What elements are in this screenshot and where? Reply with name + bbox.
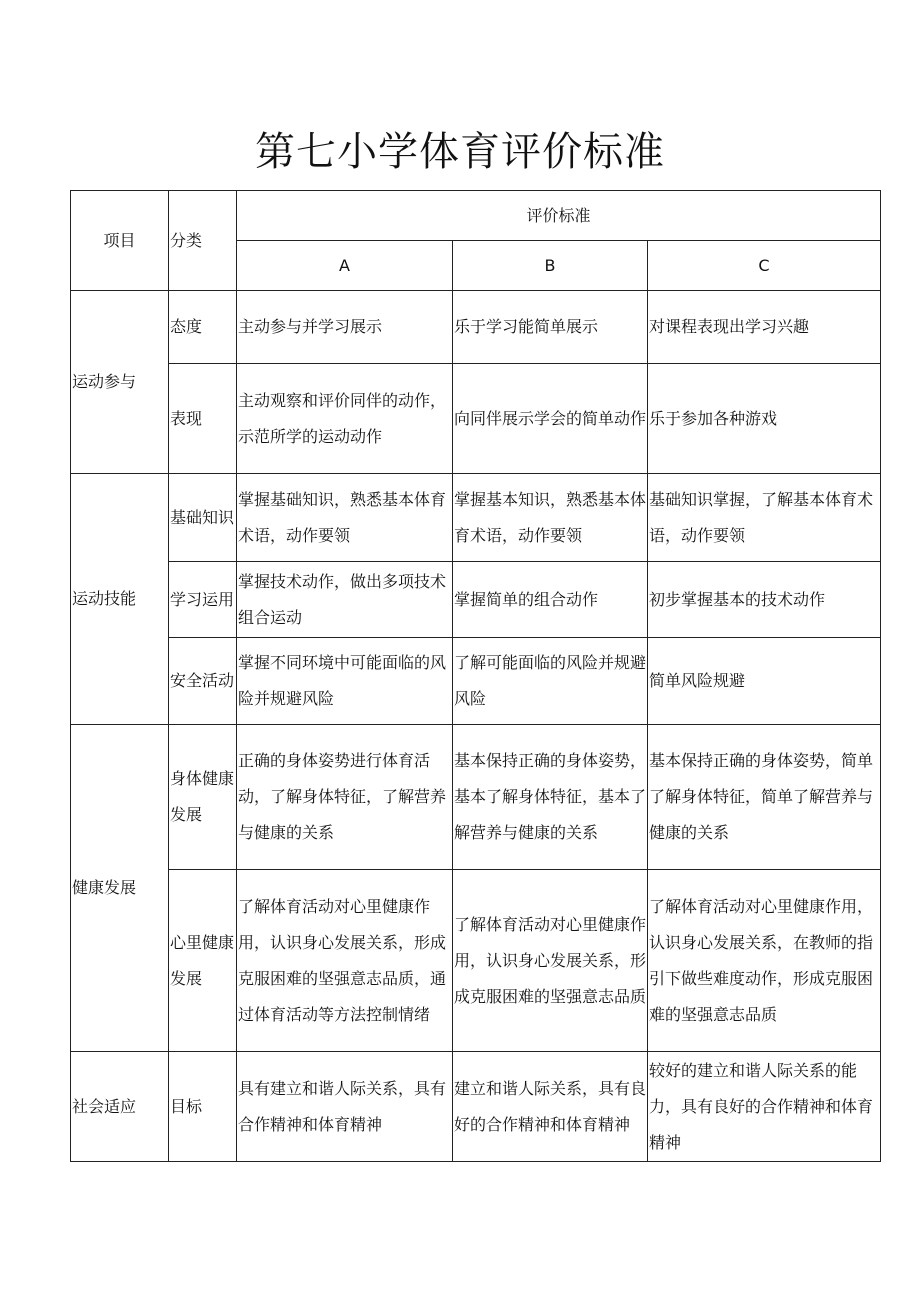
cell-c: 简单风险规避 [648,638,881,725]
row-category: 身体健康发展 [169,725,237,870]
cell-b: 向同伴展示学会的简单动作 [453,364,648,474]
header-row [71,191,881,241]
row-category: 心里健康发展 [169,870,237,1052]
group-name: 健康发展 [71,725,169,1052]
row-category: 目标 [169,1052,237,1162]
cell-a: 主动参与并学习展示 [237,291,453,364]
cell-a: 了解体育活动对心里健康作用，认识身心发展关系，形成克服困难的坚强意志品质，通过体育活动等方法控制情绪 [237,870,453,1052]
cell-c: 基础知识掌握，了解基本体育术语，动作要领 [648,474,881,562]
cell-c: 基本保持正确的身体姿势，简单了解身体特征，简单了解营养与健康的关系 [648,725,881,870]
evaluation-table [70,190,881,1162]
cell-c: 初步掌握基本的技术动作 [648,562,881,638]
cell-a: 正确的身体姿势进行体育活动，了解身体特征，了解营养与健康的关系 [237,725,453,870]
table-row [71,291,881,364]
cell-a: 掌握基础知识，熟悉基本体育术语，动作要领 [237,474,453,562]
table-row [71,870,881,1052]
row-category: 学习运用 [169,562,237,638]
table-row [71,364,881,474]
row-category: 安全活动 [169,638,237,725]
cell-c: 对课程表现出学习兴趣 [648,291,881,364]
group-name: 运动技能 [71,474,169,725]
header-level-b: B [453,241,648,291]
cell-b: 了解可能面临的风险并规避风险 [453,638,648,725]
row-category: 表现 [169,364,237,474]
cell-b: 建立和谐人际关系，具有良好的合作精神和体育精神 [453,1052,648,1162]
table-row [71,725,881,870]
row-category: 态度 [169,291,237,364]
table-row [71,474,881,562]
table-row [71,638,881,725]
cell-b: 乐于学习能简单展示 [453,291,648,364]
group-name: 社会适应 [71,1052,169,1162]
group-name: 运动参与 [71,291,169,474]
cell-a: 具有建立和谐人际关系，具有合作精神和体育精神 [237,1052,453,1162]
cell-c: 乐于参加各种游戏 [648,364,881,474]
cell-a: 主动观察和评价同伴的动作，示范所学的运动动作 [237,364,453,474]
cell-b: 掌握基本知识，熟悉基本体育术语，动作要领 [453,474,648,562]
cell-b: 掌握简单的组合动作 [453,562,648,638]
header-level-a: A [237,241,453,291]
cell-b: 了解体育活动对心里健康作用，认识身心发展关系，形成克服困难的坚强意志品质 [453,870,648,1052]
header-standard: 评价标准 [237,191,881,241]
table-row [71,1052,881,1162]
cell-c: 了解体育活动对心里健康作用，认识身心发展关系，在教师的指引下做些难度动作，形成克服困难的坚强意志品质 [648,870,881,1052]
cell-c: 较好的建立和谐人际关系的能力，具有良好的合作精神和体育精神 [648,1052,881,1162]
cell-a: 掌握不同环境中可能面临的风险并规避风险 [237,638,453,725]
table-row [71,562,881,638]
document-title: 第七小学体育评价标准 [255,129,665,175]
header-item: 项目 [71,191,169,291]
header-level-c: C [648,241,881,291]
cell-a: 掌握技术动作，做出多项技术组合运动 [237,562,453,638]
row-category: 基础知识 [169,474,237,562]
header-category: 分类 [169,191,237,291]
cell-b: 基本保持正确的身体姿势，基本了解身体特征，基本了解营养与健康的关系 [453,725,648,870]
